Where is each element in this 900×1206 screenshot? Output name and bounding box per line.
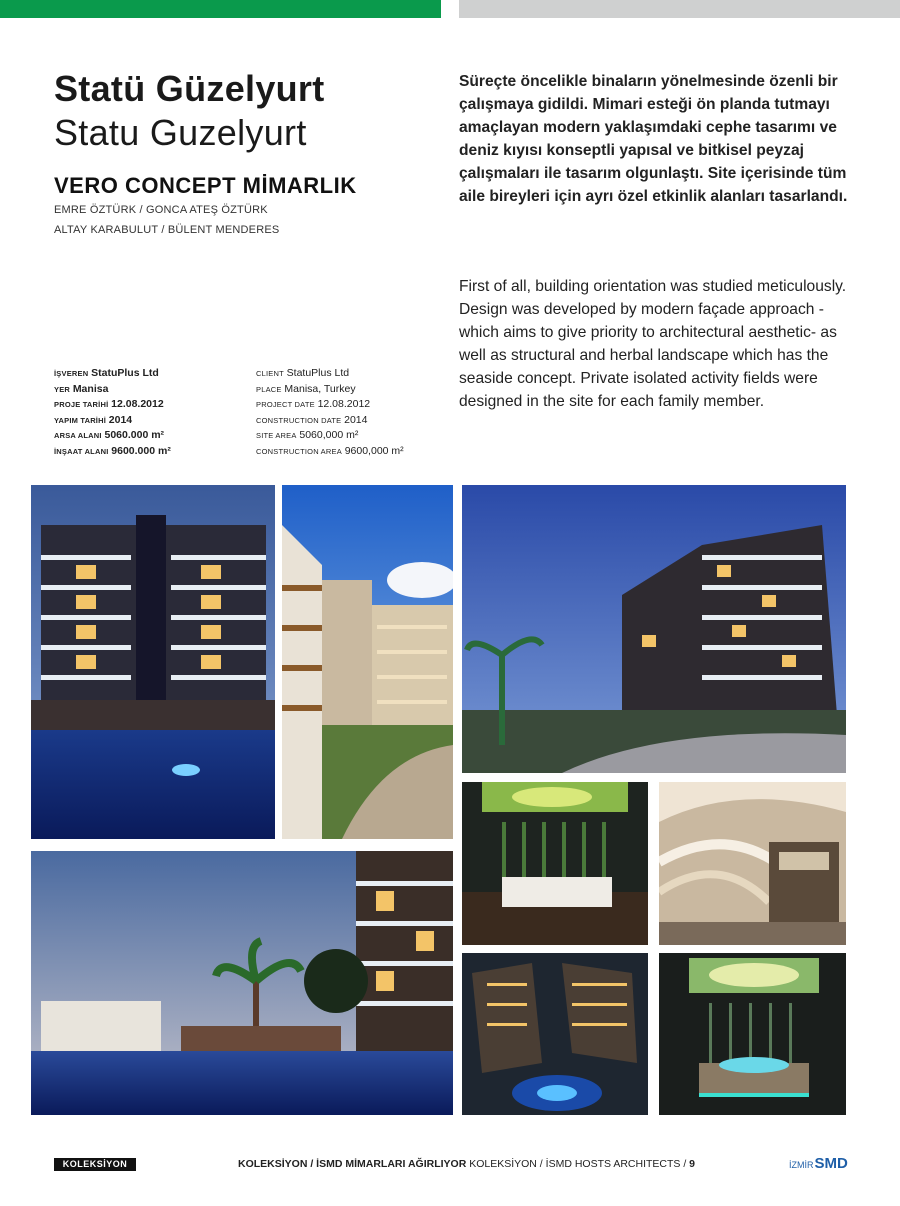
top-accent-bar-green	[0, 0, 441, 18]
photo-lobby-interior	[659, 782, 846, 945]
info-row: CONSTRUCTION DATE 2014	[256, 413, 368, 426]
info-row: CONSTRUCTION AREA 9600,000 m²	[256, 444, 404, 457]
photo-tower-dusk-garden	[462, 485, 846, 773]
info-row: ARSA ALANI 5060.000 m²	[54, 429, 165, 441]
footer-caption: KOLEKSİYON / İSMD MİMARLARI AĞIRLIYOR KOLEKSİYON / İSMD HOSTS ARCHITECTS / 9	[238, 1158, 696, 1170]
photo-spa-interior	[659, 953, 846, 1115]
top-accent-bar-grey	[459, 0, 900, 18]
photo-aerial-night	[462, 953, 648, 1115]
page-number: 9	[689, 1158, 696, 1170]
info-row: YER Manisa	[54, 382, 109, 395]
koleksiyon-logo: KOLEKSİYON	[54, 1158, 136, 1171]
project-info-tr	[54, 366, 171, 459]
info-row: PLACE Manisa, Turkey	[256, 382, 356, 395]
project-title-tr: Statü Güzelyurt	[54, 68, 325, 109]
info-row: SITE AREA 5060,000 m²	[256, 429, 359, 441]
info-row: İNŞAAT ALANI 9600.000 m²	[54, 444, 171, 457]
info-row: PROJECT DATE 12.08.2012	[256, 398, 371, 410]
photo-building-perspective	[282, 485, 453, 839]
info-row: YAPIM TARİHİ 2014	[54, 413, 133, 426]
izmir-smd-logo: İZMİRSMD	[789, 1155, 848, 1172]
team-line-2: ALTAY KARABULUT / BÜLENT MENDERES	[54, 224, 280, 236]
info-row: PROJE TARİHİ 12.08.2012	[54, 398, 164, 410]
description-en: First of all, building orientation was studied meticulously. Design was developed by modern façade approach -which aims to give priority to architectural aesthetic- as well as structural and herbal landscape which has the seaside concept. Private isolated activity fields were designed in the site for each family member.	[459, 278, 847, 410]
firm-name: VERO CONCEPT MİMARLIK	[54, 173, 357, 198]
photo-pool-cabana-dusk	[31, 851, 453, 1115]
description-tr: Süreçte öncelikle binaların yönelmesinde özenli bir çalışmaya gidildi. Mimari esteği ön planda tutmayı amaçlayan modern yaklaşımdaki cephe tasarımı ve deniz kıyısı konseptli yapısal ve bitkisel peyzaj çalışmaları ile tasarım olgunlaştı. Site içerisinde tüm aile bireyleri için ayrı özel etkinlik alanları tasarlandı.	[459, 73, 848, 205]
photo-interior-lounge	[462, 782, 648, 945]
project-info-en	[256, 366, 404, 459]
photo-building-pool-night	[31, 485, 275, 839]
project-title-en: Statu Guzelyurt	[54, 112, 307, 153]
team-line-1: EMRE ÖZTÜRK / GONCA ATEŞ ÖZTÜRK	[54, 204, 268, 216]
info-row: İŞVEREN StatuPlus Ltd	[54, 367, 159, 379]
info-row: CLIENT StatuPlus Ltd	[256, 367, 350, 379]
